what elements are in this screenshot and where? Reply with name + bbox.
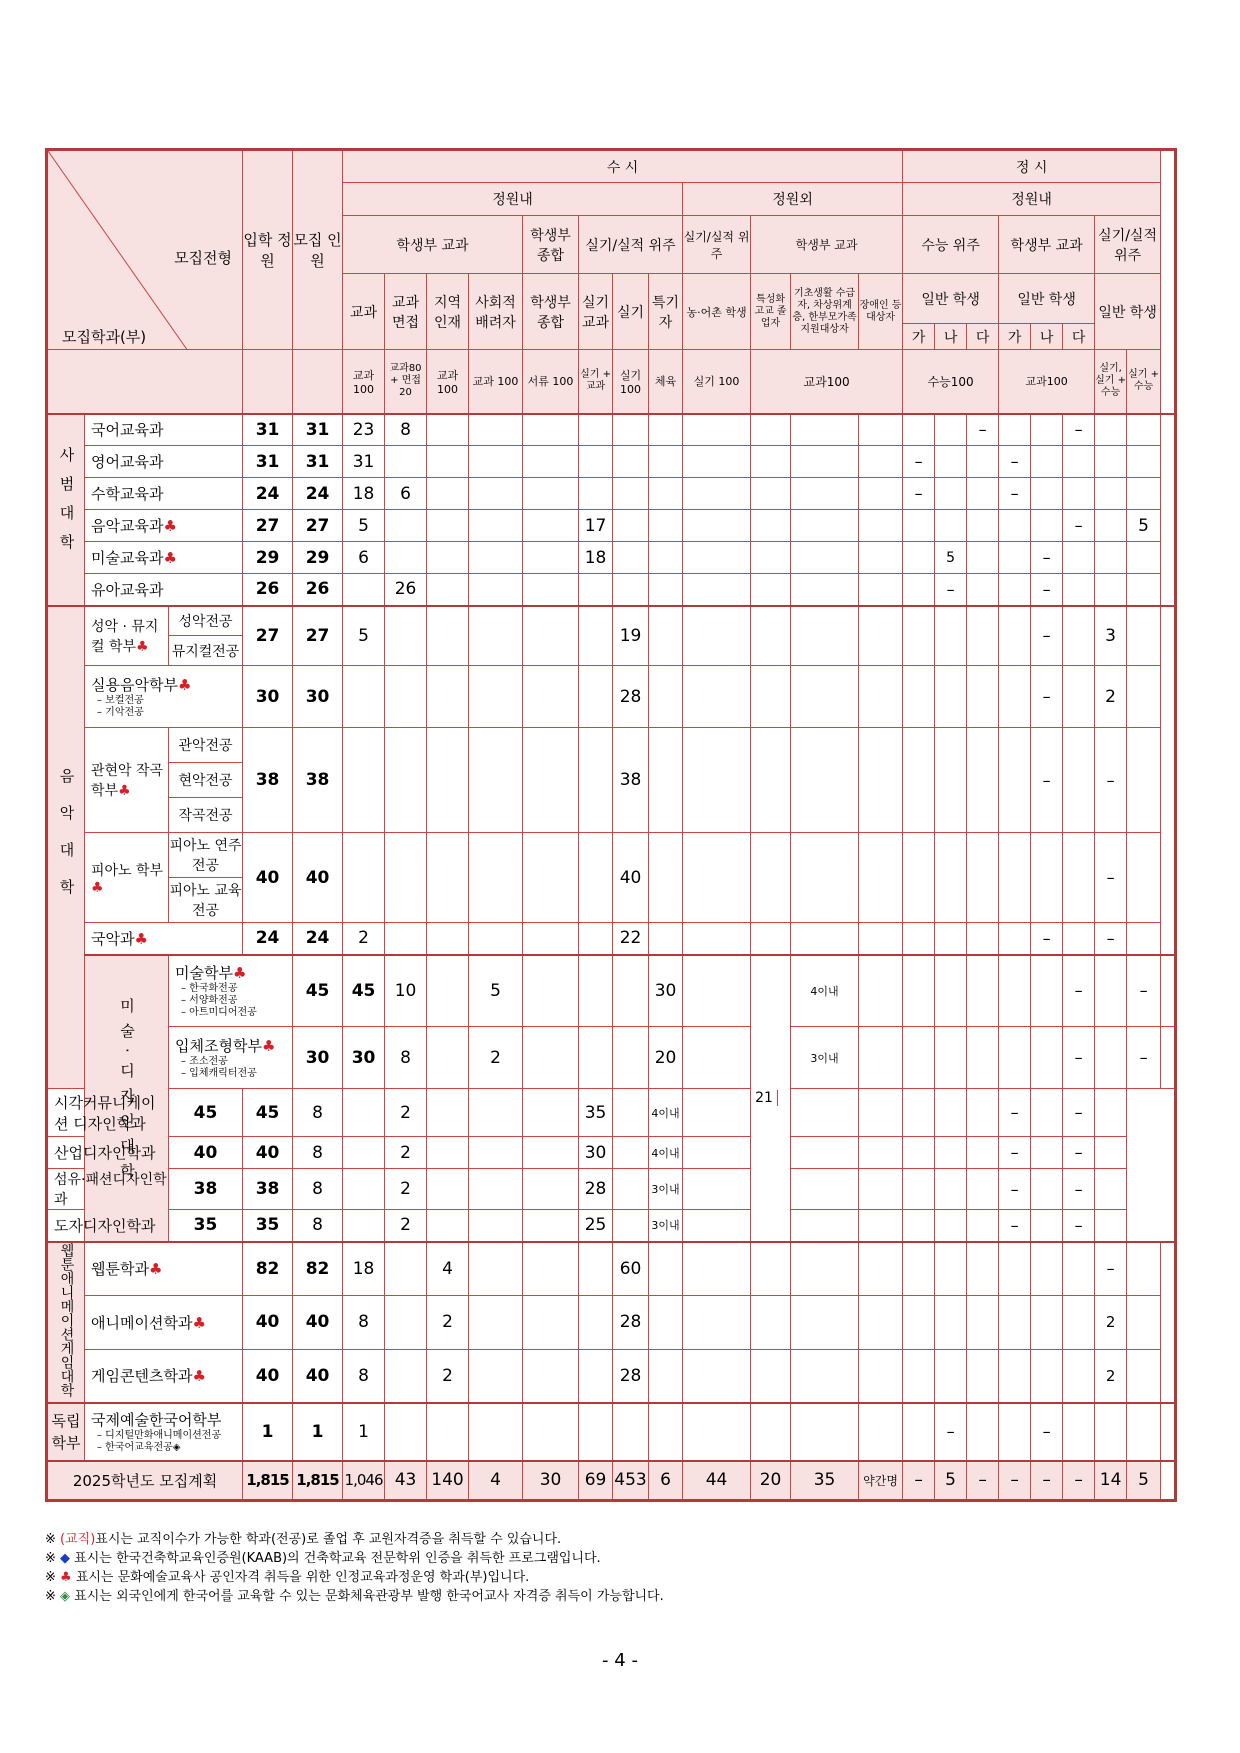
club-mark: ♣ bbox=[148, 1260, 163, 1279]
silgi-j-group: 실기/실적 위주 bbox=[1095, 216, 1161, 274]
total-cell: 35 bbox=[791, 1461, 859, 1501]
weights-blank bbox=[47, 350, 243, 414]
cell: 2 bbox=[1095, 666, 1127, 728]
cell: – bbox=[999, 446, 1031, 478]
ga-1: 가 bbox=[903, 324, 935, 350]
cell: 60 bbox=[613, 1242, 649, 1296]
cell: 2 bbox=[427, 1349, 469, 1402]
club-mark: ♣ bbox=[261, 1037, 276, 1055]
quota: 24 bbox=[243, 478, 293, 510]
cell: 2 bbox=[1095, 1349, 1127, 1402]
quota: 27 bbox=[243, 510, 293, 542]
total-cell: – bbox=[967, 1461, 999, 1501]
total-cell: 20 bbox=[751, 1461, 791, 1501]
dept-name: 국제예술한국어학부 – 디지털만화애니메이션전공 – 한국어교육전공◈ bbox=[85, 1403, 243, 1461]
dept-label: 모집학과(부) bbox=[62, 328, 147, 346]
special-limit: 3이내 bbox=[649, 1169, 683, 1210]
college-music: 음악대학 bbox=[47, 606, 85, 1089]
cell: 38 bbox=[613, 728, 649, 833]
major: 현악전공 bbox=[169, 763, 243, 798]
total-cell: – bbox=[903, 1461, 935, 1501]
cell: 1 bbox=[343, 1403, 385, 1461]
footnote: ※ ♣ 표시는 문화예술교육사 공인자격 취득을 위한 인정교육과정운영 학과(부)입니다. bbox=[45, 1570, 530, 1585]
cell: – bbox=[1063, 510, 1095, 542]
cell: 18 bbox=[343, 1242, 385, 1296]
w-na: 실기, 실기 + 수능 bbox=[1095, 350, 1127, 414]
cell: 2 bbox=[343, 923, 385, 955]
cell: – bbox=[967, 414, 999, 446]
col-special-hs: 특성화 고교 졸업자 bbox=[751, 274, 791, 350]
w-sport: 체육 bbox=[649, 350, 683, 414]
recruit: 30 bbox=[293, 666, 343, 728]
w-interview: 교과80 + 면접20 bbox=[385, 350, 427, 414]
total-cell: 6 bbox=[649, 1461, 683, 1501]
recruit: 40 bbox=[293, 833, 343, 923]
footnote: ※ (교직)표시는 교직이수가 가능한 학과(전공)로 졸업 후 교원자격증을 취득할 수 있습니다. bbox=[45, 1532, 562, 1547]
cell: 19 bbox=[613, 606, 649, 666]
major: 작곡전공 bbox=[169, 798, 243, 833]
col-social: 사회적 배려자 bbox=[469, 274, 523, 350]
majors: – 보컬전공 – 기악전공 bbox=[97, 695, 144, 718]
total-quota: 1,815 bbox=[243, 1461, 293, 1501]
club-mark: ♣ bbox=[177, 676, 192, 694]
cell: 25 bbox=[579, 1210, 613, 1242]
quota: 31 bbox=[243, 414, 293, 446]
cell: – bbox=[1127, 1027, 1161, 1089]
dept-name: 도자디자인학과 bbox=[47, 1210, 169, 1242]
cell: 3 bbox=[1095, 606, 1127, 666]
total-cell: 5 bbox=[935, 1461, 967, 1501]
cell: – bbox=[999, 1210, 1031, 1242]
cell: – bbox=[1063, 955, 1095, 1027]
cell: – bbox=[1095, 728, 1127, 833]
ga-2: 가 bbox=[999, 324, 1031, 350]
recruit-count-header: 모집 인원 bbox=[293, 150, 343, 350]
cell: 17 bbox=[579, 510, 613, 542]
cell: – bbox=[1095, 1242, 1127, 1296]
dept-name: 음악교육과♣ bbox=[85, 510, 243, 542]
jeongsi-within-header: 정원내 bbox=[903, 183, 1161, 216]
dept-name: 영어교육과 bbox=[85, 446, 243, 478]
recruit: 1 bbox=[293, 1403, 343, 1461]
dept-name: 실용음악학부♣ – 보컬전공 – 기악전공 bbox=[85, 666, 243, 728]
cell: – bbox=[1031, 666, 1063, 728]
cell: – bbox=[1127, 955, 1161, 1027]
cell: 8 bbox=[293, 1089, 343, 1137]
cell: 8 bbox=[343, 1296, 385, 1349]
cell: 18 bbox=[343, 478, 385, 510]
cell: – bbox=[1031, 923, 1063, 955]
corner-header-cell bbox=[47, 150, 243, 350]
total-cell: 43 bbox=[385, 1461, 427, 1501]
total-cell: 1,046 bbox=[343, 1461, 385, 1501]
cell: 2 bbox=[1095, 1296, 1127, 1349]
major: 성악전공 bbox=[169, 606, 243, 636]
w-da: 실기 + 수능 bbox=[1127, 350, 1161, 414]
footnote: ※ ◈ 표시는 외국인에게 한국어를 교육할 수 있는 문화체육관광부 발행 한국어교사 자격증 취득이 가능합니다. bbox=[45, 1589, 664, 1604]
cell: 5 bbox=[343, 606, 385, 666]
w-gyogwa100: 교과 100 bbox=[343, 350, 385, 414]
dept-name: 입체조형학부♣ – 조소전공 – 입체캐릭터전공 bbox=[169, 1027, 293, 1089]
recruit: 45 bbox=[243, 1089, 293, 1137]
w-region: 교과 100 bbox=[427, 350, 469, 414]
cell: 28 bbox=[613, 1349, 649, 1402]
col-gyogwa-interview: 교과 면접 bbox=[385, 274, 427, 350]
dept-name: 피아노 학부♣ bbox=[85, 833, 169, 923]
recruit: 24 bbox=[293, 923, 343, 955]
quota: 26 bbox=[243, 574, 293, 606]
col-basic: 기초생활 수급자, 차상위계층, 한부모가족 지원대상자 bbox=[791, 274, 859, 350]
w-social: 교과 100 bbox=[469, 350, 523, 414]
club-mark: ♣ bbox=[136, 638, 149, 655]
w-rural: 실기 100 bbox=[683, 350, 751, 414]
col-jonghap: 학생부 종합 bbox=[523, 274, 579, 350]
dept-name: 시각커뮤니케이션 디자인학과 bbox=[47, 1089, 169, 1137]
cell: 4 bbox=[427, 1242, 469, 1296]
cell: 8 bbox=[343, 1349, 385, 1402]
hakseng-j-group: 학생부 교과 bbox=[999, 216, 1095, 274]
hakseng-out-group: 학생부 교과 bbox=[751, 216, 903, 274]
college-webtoon: 웹툰애니메이션게임대학 bbox=[47, 1242, 85, 1403]
silgi-out-group: 실기/실적 위주 bbox=[683, 216, 751, 274]
weights-blank-m bbox=[293, 350, 343, 414]
major: 피아노 연주전공 bbox=[169, 833, 243, 878]
w-j-gyogwa: 교과100 bbox=[999, 350, 1095, 414]
college-indep: 독립학부 bbox=[47, 1403, 85, 1461]
quota: 35 bbox=[169, 1210, 243, 1242]
cell: 6 bbox=[385, 478, 427, 510]
weights-blank-q bbox=[243, 350, 293, 414]
club-mark: ♣ bbox=[163, 517, 177, 535]
recruit: 38 bbox=[243, 1169, 293, 1210]
club-mark: ♣ bbox=[192, 1367, 206, 1386]
cell: 26 bbox=[385, 574, 427, 606]
majors: – 조소전공 – 입체캐릭터전공 bbox=[181, 1056, 257, 1079]
page-number: - 4 - bbox=[602, 1650, 638, 1671]
total-cell: 14 bbox=[1095, 1461, 1127, 1501]
recruit: 40 bbox=[243, 1137, 293, 1169]
col-gyogwa: 교과 bbox=[343, 274, 385, 350]
cell: 35 bbox=[579, 1089, 613, 1137]
club-icon: ♣ bbox=[60, 1570, 72, 1585]
footnote: ※ ◆ 표시는 한국건축학교육인증원(KAAB)의 건축학교육 전문학위 인증을 취득한 프로그램입니다. bbox=[45, 1551, 601, 1566]
quota: 45 bbox=[169, 1089, 243, 1137]
special-limit: 4이내 bbox=[649, 1137, 683, 1169]
silgi-group: 실기/실적 위주 bbox=[579, 216, 683, 274]
na-1: 나 bbox=[935, 324, 967, 350]
cell: 8 bbox=[385, 1027, 427, 1089]
dept-name: 미술교육과♣ bbox=[85, 542, 243, 574]
special-limit: 4이내 bbox=[649, 1089, 683, 1137]
recruit: 26 bbox=[293, 574, 343, 606]
quota: 24 bbox=[243, 923, 293, 955]
quota: 30 bbox=[293, 1027, 343, 1089]
cell: 8 bbox=[385, 414, 427, 446]
recruit: 35 bbox=[243, 1210, 293, 1242]
susi-header: 수 시 bbox=[343, 150, 903, 183]
cell: – bbox=[1031, 1403, 1063, 1461]
hakseng-jonghap-group: 학생부 종합 bbox=[523, 216, 579, 274]
dept-name: 국어교육과 bbox=[85, 414, 243, 446]
cell: 20 bbox=[649, 1027, 683, 1089]
quota: 38 bbox=[243, 728, 293, 833]
dept-name: 산업디자인학과 bbox=[47, 1137, 169, 1169]
admission-table bbox=[45, 148, 1177, 1502]
quota: 40 bbox=[243, 1296, 293, 1349]
col-silgi-gyogwa: 실기 교과 bbox=[579, 274, 613, 350]
susi-within-header: 정원내 bbox=[343, 183, 683, 216]
quota: 40 bbox=[169, 1137, 243, 1169]
cell: – bbox=[999, 1089, 1031, 1137]
major: 피아노 교육전공 bbox=[169, 878, 243, 923]
majors: – 디지털만화애니메이션전공 – 한국어교육전공◈ bbox=[97, 1430, 222, 1453]
total-cell: 44 bbox=[683, 1461, 751, 1501]
quota: 45 bbox=[293, 955, 343, 1027]
majors: – 한국화전공 – 서양화전공 – 아트미디어전공 bbox=[181, 983, 257, 1019]
cell: – bbox=[1031, 606, 1063, 666]
quota: 40 bbox=[243, 833, 293, 923]
cell: – bbox=[903, 446, 935, 478]
quota: 29 bbox=[243, 542, 293, 574]
hakseng-gyogwa-group: 학생부 교과 bbox=[343, 216, 523, 274]
cell: – bbox=[1031, 542, 1063, 574]
recruit: 24 bbox=[293, 478, 343, 510]
na-2: 나 bbox=[1031, 324, 1063, 350]
cell: 8 bbox=[293, 1210, 343, 1242]
recruit-type-label: 모집전형 bbox=[174, 249, 233, 267]
cell: 5 bbox=[469, 955, 523, 1027]
recruit: 31 bbox=[293, 414, 343, 446]
total-cell: – bbox=[1031, 1461, 1063, 1501]
total-label: 2025학년도 모집계획 bbox=[47, 1461, 243, 1501]
quota: 27 bbox=[243, 606, 293, 666]
college-sabeom: 사범대학 bbox=[47, 414, 85, 606]
col-special: 특기자 bbox=[649, 274, 683, 350]
dept-name: 성악 · 뮤지컬 학부♣ bbox=[85, 606, 169, 666]
recruit: 30 bbox=[343, 1027, 385, 1089]
cell: – bbox=[1063, 1027, 1095, 1089]
cell: 28 bbox=[579, 1169, 613, 1210]
cell: 40 bbox=[613, 833, 649, 923]
recruit: 31 bbox=[293, 446, 343, 478]
cell: 2 bbox=[427, 1296, 469, 1349]
total-cell: 453 bbox=[613, 1461, 649, 1501]
cell: 22 bbox=[613, 923, 649, 955]
quota: 82 bbox=[243, 1242, 293, 1296]
total-cell: 4 bbox=[469, 1461, 523, 1501]
dept-name: 관현악 작곡학부♣ bbox=[85, 728, 169, 833]
cell: – bbox=[1063, 414, 1095, 446]
major: 뮤지컬전공 bbox=[169, 636, 243, 666]
club-mark: ♣ bbox=[134, 929, 148, 948]
w-doc: 서류 100 bbox=[523, 350, 579, 414]
col-rural: 농·어촌 학생 bbox=[683, 274, 751, 350]
cell: 10 bbox=[385, 955, 427, 1027]
recruit: 82 bbox=[293, 1242, 343, 1296]
cell: – bbox=[903, 478, 935, 510]
col-disabled: 장애인 등 대상자 bbox=[859, 274, 903, 350]
rural-cell bbox=[751, 955, 791, 1242]
cell: – bbox=[1063, 1137, 1095, 1169]
cell: – bbox=[1031, 728, 1063, 833]
quota: 1 bbox=[243, 1403, 293, 1461]
quota: 31 bbox=[243, 446, 293, 478]
diamond-outline-icon: ◈ bbox=[60, 1589, 71, 1604]
total-cell: 5 bbox=[1127, 1461, 1161, 1501]
club-mark: ♣ bbox=[192, 1313, 206, 1332]
cell: 18 bbox=[579, 542, 613, 574]
cell: 2 bbox=[385, 1137, 427, 1169]
dept-name: 국악과♣ bbox=[85, 923, 243, 955]
college-art: 미술·디자인대학 bbox=[85, 955, 169, 1242]
admission-quota-header: 입학 정원 bbox=[243, 150, 293, 350]
dept-name: 수학교육과 bbox=[85, 478, 243, 510]
total-cell: 69 bbox=[579, 1461, 613, 1501]
major: 관악전공 bbox=[169, 728, 243, 763]
cell: 2 bbox=[385, 1089, 427, 1137]
da-1: 다 bbox=[967, 324, 999, 350]
cell: 2 bbox=[385, 1210, 427, 1242]
club-mark: ♣ bbox=[163, 549, 177, 567]
cell: 30 bbox=[579, 1137, 613, 1169]
total-cell: 140 bbox=[427, 1461, 469, 1501]
dept-name: 웹툰학과♣ bbox=[85, 1242, 243, 1296]
cell: 5 bbox=[1127, 510, 1161, 542]
admission-table-wrapper bbox=[45, 148, 1177, 1502]
col-general2: 일반 학생 bbox=[999, 274, 1095, 324]
dept-name: 섬유·패션디자인학과 bbox=[47, 1169, 169, 1210]
dept-name: 미술학부♣ – 한국화전공 – 서양화전공 – 아트미디어전공 bbox=[169, 955, 293, 1027]
cell: – bbox=[1095, 833, 1127, 923]
recruit: 45 bbox=[343, 955, 385, 1027]
cell: – bbox=[1063, 1210, 1095, 1242]
cell: 23 bbox=[343, 414, 385, 446]
cell: 8 bbox=[293, 1169, 343, 1210]
quota: 30 bbox=[243, 666, 293, 728]
special-limit: 4이내 bbox=[791, 955, 859, 1027]
col-region: 지역 인재 bbox=[427, 274, 469, 350]
cell: 5 bbox=[935, 542, 967, 574]
cell: – bbox=[999, 1137, 1031, 1169]
footnotes bbox=[45, 1530, 664, 1606]
quota: 38 bbox=[169, 1169, 243, 1210]
quota: 40 bbox=[243, 1349, 293, 1402]
cell: – bbox=[935, 574, 967, 606]
recruit: 27 bbox=[293, 510, 343, 542]
recruit: 40 bbox=[293, 1296, 343, 1349]
total-cell: – bbox=[1063, 1461, 1095, 1501]
cell: 31 bbox=[343, 446, 385, 478]
cell: – bbox=[1031, 574, 1063, 606]
col-general3: 일반 학생 bbox=[1095, 274, 1161, 350]
susi-outside-header: 정원외 bbox=[683, 183, 903, 216]
total-cell: – bbox=[999, 1461, 1031, 1501]
cell: 5 bbox=[343, 510, 385, 542]
cell: – bbox=[999, 478, 1031, 510]
special-limit: 3이내 bbox=[649, 1210, 683, 1242]
club-mark: ♣ bbox=[91, 879, 104, 896]
cell: – bbox=[1095, 923, 1127, 955]
cell: 2 bbox=[469, 1027, 523, 1089]
cell: 28 bbox=[613, 666, 649, 728]
recruit: 40 bbox=[293, 1349, 343, 1402]
cell: – bbox=[1063, 1089, 1095, 1137]
cell: – bbox=[999, 1169, 1031, 1210]
cell: – bbox=[1063, 1169, 1095, 1210]
w-silgi-gyogwa: 실기 + 교과 bbox=[579, 350, 613, 414]
cell: – bbox=[935, 1403, 967, 1461]
col-silgi: 실기 bbox=[613, 274, 649, 350]
diamond-icon: ◆ bbox=[60, 1551, 71, 1566]
w-suneung: 수능100 bbox=[903, 350, 999, 414]
dept-name: 애니메이션학과♣ bbox=[85, 1296, 243, 1349]
recruit: 38 bbox=[293, 728, 343, 833]
w-silgi: 실기 100 bbox=[613, 350, 649, 414]
total-recruit: 1,815 bbox=[293, 1461, 343, 1501]
cell: 6 bbox=[343, 542, 385, 574]
club-mark: ♣ bbox=[118, 783, 131, 799]
cell: 30 bbox=[649, 955, 683, 1027]
club-mark: ♣ bbox=[232, 964, 247, 983]
col-general1: 일반 학생 bbox=[903, 274, 999, 324]
jeongsi-header: 정 시 bbox=[903, 150, 1161, 183]
dept-name: 게임콘텐츠학과♣ bbox=[85, 1349, 243, 1402]
cell: 8 bbox=[293, 1137, 343, 1169]
cell: 28 bbox=[613, 1296, 649, 1349]
rural-total: 21 bbox=[755, 1090, 773, 1106]
special-limit: 3이내 bbox=[791, 1027, 859, 1089]
cell: 2 bbox=[385, 1169, 427, 1210]
total-cell: 약간명 bbox=[859, 1461, 903, 1501]
recruit: 29 bbox=[293, 542, 343, 574]
recruit: 27 bbox=[293, 606, 343, 666]
suneung-group: 수능 위주 bbox=[903, 216, 999, 274]
total-cell: 30 bbox=[523, 1461, 579, 1501]
da-2: 다 bbox=[1063, 324, 1095, 350]
w-out-gyogwa: 교과100 bbox=[751, 350, 903, 414]
dept-name: 유아교육과 bbox=[85, 574, 243, 606]
